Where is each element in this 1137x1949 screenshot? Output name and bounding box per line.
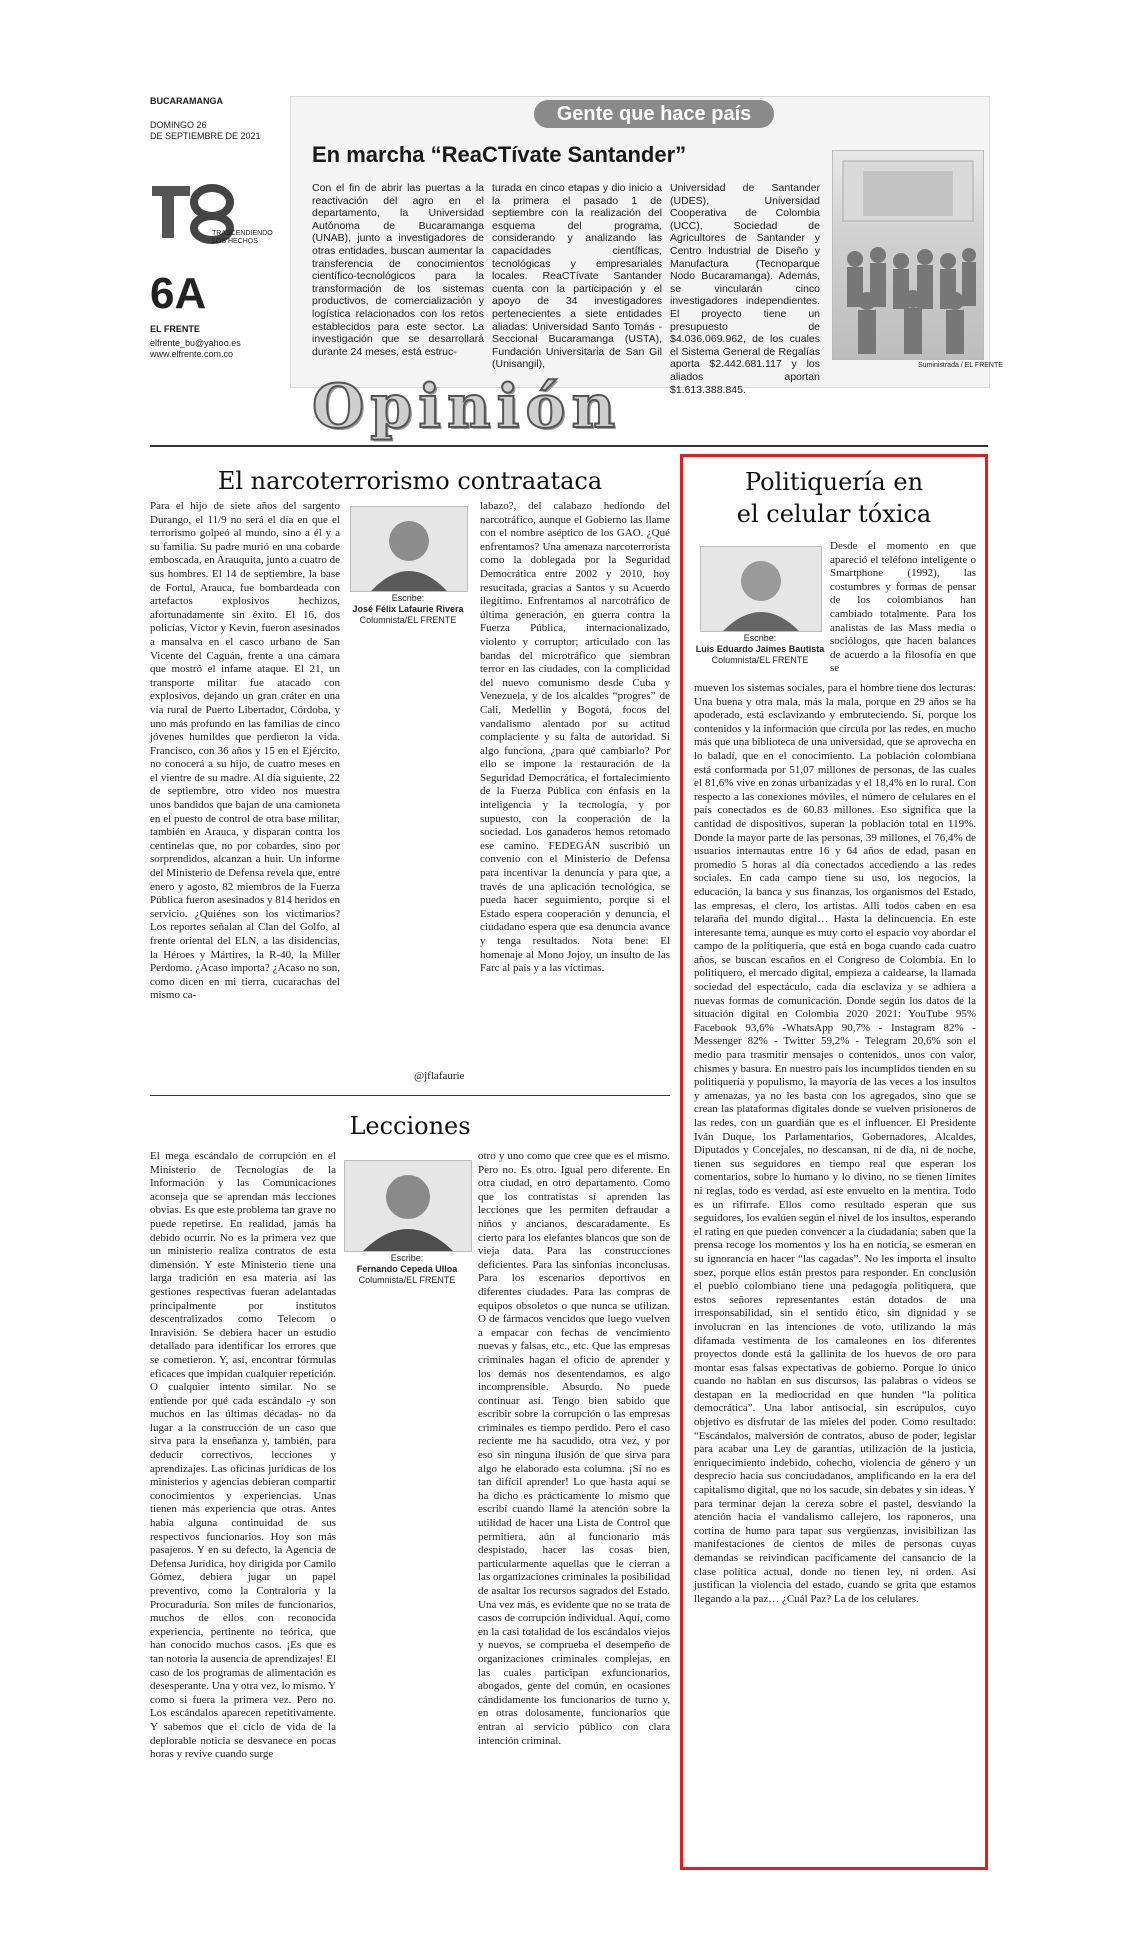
article-divider <box>150 1095 670 1096</box>
article1-column-1-text: Para el hijo de siete años del sargento Durango, el 11/9 no será el día en que el terrorismo golpeó al mundo, sino a él y a su familia. Su padre murió en una cobarde emboscada, en Arauquita, junto a cuatro de sus hombres. El 14 de septiembre, la base de Fortul, Arauca, fue bombardeada con artefactos explosivos hechizos, afortunadamente sin éxito. El 16, dos policías, Víctor y Kevin, fueron asesinados a mansalva en el casco urbano de San Vicente del Caguán, frente a una cámara que mostró el infame ataque. El 21, un transporte militar fue atacado con explosivos, dejando un gran cráter en una vía rural de Puerto Libertador, Córdoba, y uno más profundo en las familias de cinco jóvenes humildes que perdieron la vida. Francisco, con 36 años y 15 en el Ejército, no conocerá a su hijo, de cuatro meses en el vientre de su madre. Al día siguiente, 22 de septiembre, otro video nos muestra unos bandidos que bajan de una camioneta en el puesto de control de otra base militar, también en Arauca, y disparan contra los centinelas que, no por cobardes, sino por sorprendidos, alcanzan a huir. Un informe del Ministerio de Defensa revela que, entre enero y agosto, 82 miembros de la Fuerza Pública fueron asesinados y 814 heridos en servicio. ¿Quiénes son los victimarios? Los reportes señalan al Clan del Golfo, al frente oriental del ELN, a las disidencias, la Héroes y Mártires, la R-40, la Miller Perdomo. ¿Acaso importa? ¿Acaso no son, como dicen en mi tierra, cucarachas del mismo ca- <box>150 500 341 1002</box>
article2-title: Lecciones <box>349 1112 471 1140</box>
banner-title: En marcha “ReaCTívate Santander” <box>312 142 687 167</box>
banner-column-1: Con el fin de abrir las puertas a la reactivación del agro en el departamento, la Universidad Autónoma de Bucaramanga (UNAB), junto a investigadores de otras entidades, buscan aumentar la transferencia de conocimientos científico-tecnológicos para la transformación de los sistemas productivos, de comercialización y logística relacionados con los retos establecidos para este sector. La investigación que se desarrollará durante 24 meses, está estruc- <box>312 182 484 358</box>
article3-title-line-2: el celular tóxica <box>736 500 932 528</box>
banner-column-2: turada en cinco etapas y dio inicio a la primera el pasado 1 de septiembre con la realización del esquema del programa, considerando y analizando las capacidades científicas, tecnológicas y empresariales locales. ReaCTívate Santander cuenta con la participación y el apoyo de 34 investigadores pertenecientes a siete entidades aliadas: Universidad Santo Tomás -Seccional Bucaramanga (USTA), Fundación Universitaria de San Gil (Unisangil), <box>492 182 662 371</box>
photo-credit: Suministrada / EL FRENTE <box>918 362 1003 369</box>
article3-intro <box>830 540 976 680</box>
date-line-2: DE SEPTIEMBRE DE 2021 <box>150 131 261 141</box>
article1-author: José Félix Lafaurie Rivera <box>352 604 464 614</box>
article3-body-text: mueven los sistemas sociales, para el hombre tiene dos lecturas: Una buena y otra mala, más la mala, porque en 29 años se ha apoderado, está esclavizando y embruteciendo. Sí, porque los contenidos y la información que circula por las redes, en mucho más que una biblioteca de una universidad, que se aprovecha en lo baladí, que en el conocimiento. La población colombiana está conformada por 51,07 millones de personas, de las cuales el 81,6% vive en zonas urbanizadas y el 18,4% en lo rural. Con respecto a las conexiones móviles, el número de celulares en el país conectados es de 60.83 millones. Eso significa que la cantidad de dispositivos, superan la población total en 119%. Donde la mayor parte de las personas, 39 millones, el 76,4% de usuarios internautas entre 16 y 64 años de edad, pasan en promedio 5 horas al día conectados accediendo a las redes sociales. En cada campo tiene su uso, los negocios, la educación, la banca y sus finanzas, los organismos del Estado, las empresas, el clero, los artistas. Allí todos caben en esa telaraña del mundo digital… Hasta la delincuencia. En este interesante tema, aunque es muy corto el espacio voy abordar el campo de la politiquería, que está en boga cuando cada cuatro años, se buscan escaños en el Congreso de Colombia. En lo politiquero, el mercado digital, empieza a caldearse, la llamada sociedad del espectáculo, cada día esclaviza y se adhiera a nuevas formas de comunicación. Donde según los datos de la situación digital en Colombia 2020 2021: YouTube 95% Facebook 93,6% -WhatsApp 90,7% - Instagram 82% - Messenger 82% - Twitter 59,2% - Telegram 20,6% son el medio para trasmitir mensajes o contenidos, unos con valor, chismes y basura. En nuestro país los incumplidos tienden en su politiquería y populismo, la mayoría de las veces a los insultos y amenazas, ya no les basta con los agregados, sino que se crean las plataformas digitales donde se vuelven prisioneros de las redes, con un guardián que es el influencer. El Presidente Iván Duque, los Parlamentarios, Gobernadores, Alcaldes, Diputados y Concejales, no descansan, ni de día, ni de noche, tienen sus seguidores en tiempo real que esperan los comentarios, sobre lo humano y lo divino, no se tienen límites ni reglas, todo es verdad, así este envuelto en la mentira. Todo es un rifirrafe. Ellos como resultado esperan que sus seguidores, los evalúen según el nivel de los insultos, esperando el rating en que pueden convencer a la ciudadanía; saben que la prensa recoge los momentos y los ha en noticia, se esmeran en su ignorancia en hacer “las cagadas”. No les importa el insulto soez, porque ellos están prestos para responder. En conclusión el pueblo colombiano tiene una pedagogía politiquera, que estos señores representantes están dotados de una irresponsabilidad, sin el sentido ético, sin dignidad y se involucran en las intenciones de voto, utilizando la más difamada vestimenta de los camaleones en los diferentes proyectos donde está la gallinita de los huevos de oro para montar esas falsas expectativas de gobierno. Porque lo único cuando no hablan en sus discursos, las palabras o videos se destapan en la mediocridad en que hunden “la política democrática”. Una labor antisocial, sin escrúpulos, cuyo objetivo es disfrutar de las mieles del poder. Como resultado: “Escándalos, malversión de contratos, abuso de poder, legislar para acabar una Ley de garantías, utilización de la justicia, enriquecimiento indebido, cohecho, violencia de género y un desprecio hacia sus conciudadanos, amplificando en la era del capitalismo digital, que no los sacude, sin debates y sin ideas. Y para terminar dejan la cereza sobre el pastel, desviando la atención hacia el vandalismo callejero, los raponeros, una cortina de humo para tapar sus vergüenzas, invisibilizan las manifestaciones de cientos de miles de personas cuyas demandas se reivindican pacíficamente del cansancio de la clase política actual, donde no tienen ley, ni orden. Así justifican la violencia del estado, cuando se grita que estamos llegando a la paz… ¿Cuál Paz? La de los celulares. <box>694 682 976 1605</box>
paper-name: EL FRENTE <box>150 324 200 334</box>
article2-column-2 <box>414 1150 670 1836</box>
article3-author-role: Columnista/EL FRENTE <box>711 655 809 665</box>
article2-column-1-text: El mega escándalo de corrupción en el Ministerio de Tecnologías de la Información y las Comunicaciones aconseja que se aprendan más lecciones obvias. Es que este problema tan grave no puede repetirse. En realidad, jamás ha debido ocurrir. No es la primera vez que un ministerio realiza contratos de esta dimensión. Y este Ministerio tiene una larga tradición en esa materia así las gestiones respectivas fueran adelantadas principalmente por institutos descentralizados como Telecom o Inravisión. Se debiera hacer un estudio detallado para identificar los errores que se cometieron. Y, así, encontrar fórmulas eficaces que impidan cualquier repetición. O cualquier intento similar. No se entiende por qué cada escándalo -y son muchos en las últimas décadas- no da lugar a la construcción de un caso que sirva para la enseñanza y, también, para deducir correctivos, lecciones y aprendizajes. Las oficinas jurídicas de los ministerios y agencias debieran compartir conocimientos y experiencias. Unas tienen más experiencia que otras. Antes había alguna continuidad de sus respectivos funcionarios. Hoy son más pasajeros. Y en su defecto, la Agencia de Defensa Jurídica, hoy dirigida por Camilo Gómez, debiera jugar un papel preventivo, como la Contraloría y la Procuraduría. Son miles de funcionarios, muchos de ellos con reconocida experiencia, pertinente no teórica, que han conocido muchos casos. ¡Es que es tan notoria la ausencia de aprendizajes! El caso de los programas de alimentación es desesperante. Una y otra vez, lo mismo. Y como si fuera la primera vez. Pero no. Los escándalos aparecen repetitivamente. Y sabemos que el ciclo de vida de la deplorable noticia se desvanece en pocas horas y revive cuando surge <box>150 1150 336 1761</box>
page-number: 6A <box>150 269 207 318</box>
article2-author-role: Columnista/EL FRENTE <box>358 1275 456 1285</box>
article3-title-line-1: Politiquería en <box>744 468 924 496</box>
website-link[interactable]: www.elfrente.com.co <box>150 349 234 359</box>
article1-column-1-top <box>150 500 341 1002</box>
author-portrait-icon <box>701 547 821 631</box>
section-title: Opinión <box>312 372 622 442</box>
logo-tagline-1: TRASCENDIENDO <box>212 230 273 237</box>
article1-column-1-bottom <box>150 630 408 1080</box>
city-label: BUCARAMANGA <box>150 96 223 106</box>
article3-author-label: Escribe: <box>743 633 777 643</box>
article3-body <box>694 682 976 1854</box>
article1-author-role: Columnista/EL FRENTE <box>359 615 457 625</box>
article3-intro-text: Desde el momento en que apareció el teléfono inteligente o Smartphone (1992), las costumbres y formas de pensar de los colombianos han cambiado totalmente. Para los analistas de las Mass media o sociólogos, que hacen balances de acuerdo a la filosofía en que se <box>830 540 976 675</box>
article1-author-label: Escribe: <box>391 593 425 603</box>
article2-column-1 <box>150 1150 408 1836</box>
article1-column-2 <box>414 500 670 1068</box>
article2-author: Fernando Cepeda Ulloa <box>356 1264 458 1274</box>
banner-column-3: Universidad de Santander (UDES), Universidad Cooperativa de Colombia (UCC), Sociedad de Agricultores de Santander y Centro Industrial de Diseño y Manufactura (Tecnoparque Nodo Bucaramanga). Además, se vincularán cinco investigadores independientes. El proyecto tiene un presupuesto de $4.036.069.962, de los cuales el Sistema General de Regalías aporta $2.442.681.117 y los aliados aportan $1.613.388.845. <box>670 182 820 396</box>
article2-column-2-text: otro y uno como que cree que es el mismo. Pero no. Es otro. Igual pero diferente. En otra ciudad, en otro departamento. Como que los contratistas sí aprenden las lecciones que les permiten defraudar a niños y ancianos, descaradamente. Es cierto para los elefantes blancos que son de vieja data. Para las construcciones deficientes. Para las sinfonías inconclusas. Para los escenarios deportivos en diferentes ciudades. Para las compras de equipos obsoletos o que nunca se utilizan. O de fármacos vencidos que luego vuelven a empacar con fechas de vencimiento nuevas y falsas, etc., etc. Que las empresas criminales hagan el oficio de aprender y los demás nos desentendamos, es algo incomprensible. Absurdo. No puede continuar así. Tengo bien sabido que escribir sobre la corrupción o las empresas criminales es tiempo perdido. Pero el caso reciente me ha sacudido, otra vez, y por eso sin ninguna ilusión de que sirva para algo he elaborado esta columna. ¡Sí no es tan difícil aprender! Lo que hasta aquí se ha dicho es prácticamente lo mismo que escribí cuando llamé la atención sobre la utilidad de hacer una Lista de Control que permitiera, aún al funcionario más despistado, hacer las cosas bien, particularmente aquellas que le cierran a las organizaciones criminales la posibilidad de asaltar los recursos sagrados del Estado. Una vez más, es evidente que no se trata de casos de corrupción individual. Aquí, como en la casi totalidad de los escándalos viejos y nuevos, se comprueba el desempeño de organizaciones criminales complejas, en las cuales participan exfuncionarios, abogados, gente del común, en ocasiones cándidamente los funcionarios de turno y, en otras dolosamente, funcionarios que entran al servicio público con clara intención criminal. <box>478 1150 670 1747</box>
section-rule <box>150 445 988 447</box>
email-link[interactable]: elfrente_bu@yahoo.es <box>150 338 241 348</box>
date-line-1: DOMINGO 26 <box>150 120 207 130</box>
group-photo-icon <box>833 151 983 359</box>
banner-photo <box>832 150 984 360</box>
article3-author: Luis Eduardo Jaimes Bautista <box>695 644 825 654</box>
article3-author-photo <box>700 546 822 632</box>
article2-author-label: Escribe: <box>390 1253 424 1263</box>
article1-title: El narcoterrorismo contraataca <box>217 467 603 495</box>
logo-tagline-2: LOS HECHOS <box>212 238 258 245</box>
article1-column-2-text: labazo?, del calabazo hediondo del narcotráfico, aunque el Gobierno las llame con el nombre aséptico de los GAO. ¿Qué enfrentamos? Una amenaza narcoterrorista como la doblegada por la Seguridad Democrática entre 2002 y 2010, hoy resucitada, gracias a Santos y su Acuerdo ilegítimo. Enfrentamos al narcotráfico de última generación, en guerra contra la Fuerza Pública, internacionalizado, violento y corruptor; articulado con las bandas del microtráfico que siembran terror en las ciudades, con la complicidad del nuevo comunismo desde Cuba y Venezuela, y de los alcaldes “progres” de Cali, Medellín y Bogotá, focos del vandalismo alentado por su actitud complaciente y su falta de autoridad. Si algo funciona, ¿para qué cambiarlo? Por ello se impone la restauración de la Seguridad Democrática, el fortalecimiento de la Fuerza Pública con énfasis en la inteligencia y la tecnología, y por supuesto, con la cooperación de la sociedad. Los ganaderos hemos retomado ese camino. FEDEGÁN suscribió un convenio con el Ministerio de Defensa para incentivar la denuncia y para que, a través de una aplicación tecnológica, se pueda hacer seguimiento, porque si el Estado espera cooperación y denuncia, el ciudadano espera que esa denuncia avance y tenga resultados. Nota bene: El homenaje al Mono Jojoy, un insulto de las Farc al país y a las víctimas. <box>480 500 670 975</box>
section-pill: Gente que hace país <box>534 100 774 128</box>
article1-signature: @jflafaurie <box>414 1070 465 1082</box>
